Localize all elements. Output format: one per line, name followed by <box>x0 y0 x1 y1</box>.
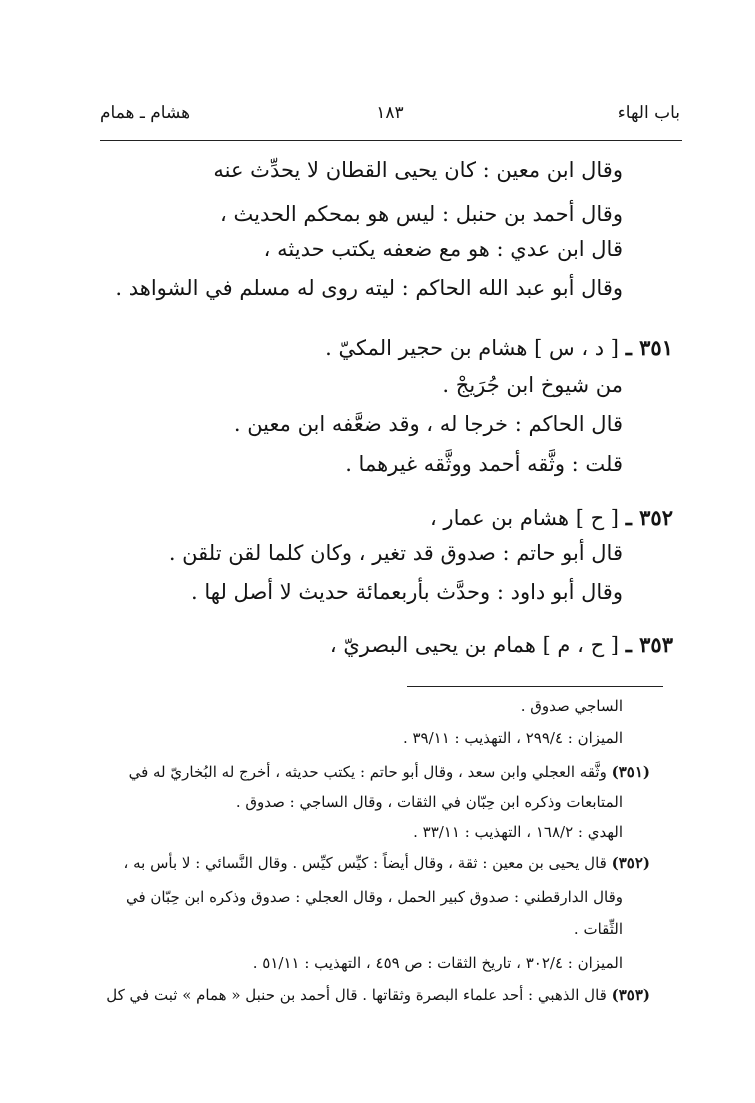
footnote-number: (٣٥٣) <box>611 986 650 1004</box>
entry-line: قال أبو حاتم : صدوق قد تغير ، وكان كلما لقن تلقن . <box>168 541 623 565</box>
entry-heading-353 <box>330 630 673 660</box>
entry-heading-text: [ ح ] هشام بن عمار ، <box>429 506 619 530</box>
body-line: وقال ابن معين : كان يحيى القطان لا يحدِّث عنه <box>213 158 623 182</box>
body-line: قال ابن عدي : هو مع ضعفه يكتب حديثه ، <box>263 237 623 261</box>
entry-number: ٣٥٣ ـ <box>625 632 673 657</box>
footnote-text: قال الذهبي : أحد علماء البصرة وثقاتها . قال أحمد بن حنبل « همام » ثبت في كل <box>106 986 607 1004</box>
running-header <box>100 103 680 131</box>
entry-line: من شيوخ ابن جُرَيجْ . <box>442 373 623 397</box>
footnote-text: وثَّقه العجلي وابن سعد ، وقال أبو حاتم : يكتب حديثه ، أخرج له البُخاريّ له في <box>128 763 607 781</box>
chapter-title: باب الهاء <box>617 103 680 123</box>
footnote-number: (٣٥١) <box>611 763 650 781</box>
entry-line: قلت : وثَّقه أحمد ووثَّقه غيرهما . <box>345 452 623 476</box>
entry-heading-352 <box>430 503 673 533</box>
header-rule <box>100 140 682 141</box>
footnote-line <box>106 983 650 1007</box>
section-title: هشام ـ همام <box>100 103 191 123</box>
entry-heading-text: [ د ، س ] هشام بن حجير المكيّ . <box>325 336 619 360</box>
entry-heading-text: [ ح ، م ] همام بن يحيى البصريّ ، <box>329 633 619 657</box>
footnote-line: الساجي صدوق . <box>520 697 623 715</box>
footnote-number: (٣٥٢) <box>611 854 650 872</box>
footnote-text: قال يحيى بن معين : ثقة ، وقال أيضاً : كيِّس كيِّس . وقال النَّسائي : لا بأس به ، <box>123 854 607 872</box>
page-number: ١٨٣ <box>376 103 404 123</box>
body-line: وقال أبو عبد الله الحاكم : ليته روى له مسلم في الشواهد . <box>115 276 623 300</box>
entry-heading-351 <box>325 333 673 363</box>
entry-number: ٣٥٢ ـ <box>625 505 673 530</box>
footnote-line: المتابعات وذكره ابن حِبّان في الثقات ، وقال الساجي : صدوق . <box>235 793 623 811</box>
body-line: وقال أحمد بن حنبل : ليس هو بمحكم الحديث ، <box>220 202 623 226</box>
footnote-rule <box>407 686 663 687</box>
footnote-line: الميزان : ٣٠٢/٤ ، تاريخ الثقات : ص ٤٥٩ ، التهذيب : ٥١/١١ . <box>252 954 623 972</box>
entry-line: قال الحاكم : خرجا له ، وقد ضعَّفه ابن معين . <box>233 412 623 436</box>
entry-number: ٣٥١ ـ <box>625 335 673 360</box>
footnote-line: الثِّقات . <box>573 920 623 938</box>
footnote-line: الهدي : ١٦٨/٢ ، التهذيب : ٣٣/١١ . <box>413 823 623 841</box>
footnote-line <box>129 760 650 784</box>
footnote-line <box>123 851 650 875</box>
footnote-line: الميزان : ٢٩٩/٤ ، التهذيب : ٣٩/١١ . <box>402 729 623 747</box>
entry-line: وقال أبو داود : وحدَّث بأربعمائة حديث لا أصل لها . <box>191 580 623 604</box>
footnote-line: وقال الدارقطني : صدوق كبير الحمل ، وقال العجلي : صدوق وذكره ابن حِبّان في <box>125 888 623 906</box>
